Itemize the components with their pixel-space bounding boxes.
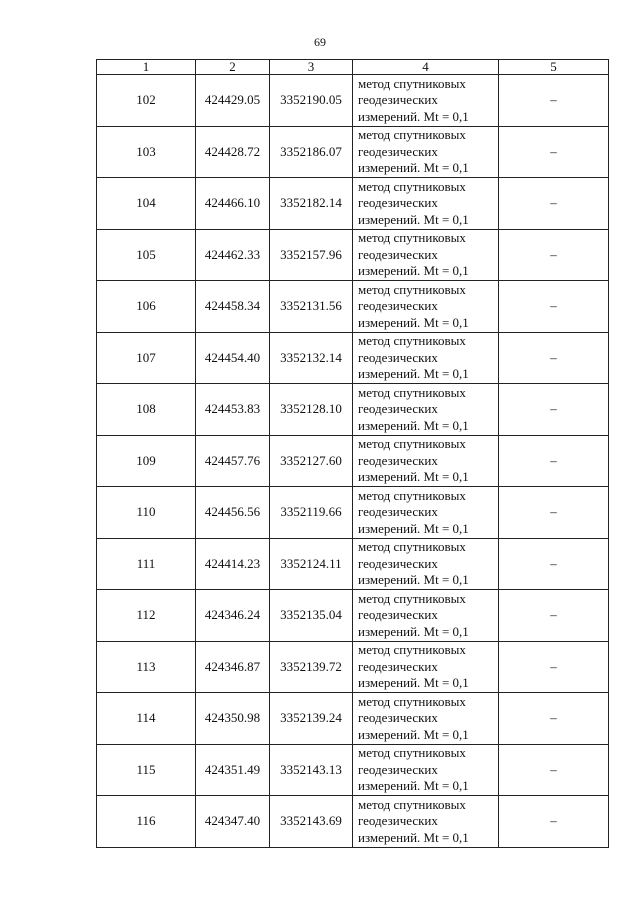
method-cell	[353, 487, 499, 539]
description-cell	[499, 229, 609, 281]
description-value: –	[550, 452, 557, 468]
y-coordinate-cell: 3352119.66	[270, 487, 353, 539]
description-value: –	[550, 143, 557, 159]
method-line: измерений. Mt = 0,1	[358, 211, 469, 227]
table-row	[97, 538, 609, 590]
table-row	[97, 744, 609, 796]
description-value: –	[550, 401, 557, 417]
method-line: геодезических	[358, 298, 438, 313]
point-number-cell: 115	[97, 744, 196, 796]
method-line: метод спутниковых	[358, 539, 466, 554]
method-line: метод спутниковых	[358, 75, 466, 91]
header-col-5: 5	[499, 60, 609, 75]
y-coordinate-cell: 3352128.10	[270, 384, 353, 436]
y-coordinate-cell: 3352139.72	[270, 641, 353, 693]
method-cell	[353, 590, 499, 642]
point-number-cell: 113	[97, 641, 196, 693]
method-line: метод спутниковых	[358, 281, 466, 297]
description-value: –	[550, 555, 557, 571]
method-line: геодезических	[358, 195, 438, 210]
table-row	[97, 229, 609, 281]
description-cell	[499, 590, 609, 642]
description-cell	[499, 538, 609, 590]
table-row	[97, 126, 609, 178]
method-line: измерений. Mt = 0,1	[358, 675, 469, 690]
x-coordinate-cell: 424351.49	[196, 744, 270, 796]
description-cell	[499, 641, 609, 693]
description-value: –	[550, 658, 557, 674]
description-value: –	[550, 710, 557, 726]
method-line: метод спутниковых	[358, 436, 466, 451]
point-number-cell: 105	[97, 229, 196, 281]
method-cell	[353, 178, 499, 230]
x-coordinate-cell: 424347.40	[196, 796, 270, 848]
point-number-cell: 110	[97, 487, 196, 539]
y-coordinate-cell: 3352143.69	[270, 796, 353, 848]
method-line: измерений. Mt = 0,1	[358, 778, 469, 793]
header-col-2: 2	[196, 60, 270, 75]
table-row	[97, 435, 609, 487]
method-line: измерений. Mt = 0,1	[358, 366, 469, 381]
y-coordinate-cell: 3352182.14	[270, 178, 353, 230]
method-line: метод спутниковых	[358, 230, 466, 245]
method-line: геодезических	[358, 813, 438, 828]
point-number-cell: 116	[97, 796, 196, 848]
point-number-cell: 114	[97, 693, 196, 745]
table-body	[97, 75, 609, 848]
method-line: измерений. Mt = 0,1	[358, 263, 469, 278]
y-coordinate-cell: 3352132.14	[270, 332, 353, 384]
point-number-cell: 104	[97, 178, 196, 230]
method-line: измерений. Mt = 0,1	[358, 726, 469, 742]
header-row	[97, 60, 609, 75]
method-line: метод спутниковых	[358, 487, 466, 503]
y-coordinate-cell: 3352157.96	[270, 229, 353, 281]
x-coordinate-cell: 424414.23	[196, 538, 270, 590]
point-number-cell: 111	[97, 538, 196, 590]
method-line: измерений. Mt = 0,1	[358, 417, 469, 433]
description-value: –	[550, 761, 557, 777]
method-cell	[353, 796, 499, 848]
y-coordinate-cell: 3352143.13	[270, 744, 353, 796]
description-cell	[499, 796, 609, 848]
method-line: геодезических	[358, 761, 438, 777]
method-cell	[353, 435, 499, 487]
method-line: измерений. Mt = 0,1	[358, 572, 469, 587]
y-coordinate-cell: 3352190.05	[270, 75, 353, 127]
method-line: геодезических	[358, 143, 438, 159]
method-line: метод спутниковых	[358, 642, 466, 657]
point-number-cell: 112	[97, 590, 196, 642]
method-cell	[353, 744, 499, 796]
description-value: –	[550, 298, 557, 314]
table-row	[97, 641, 609, 693]
y-coordinate-cell: 3352131.56	[270, 281, 353, 333]
method-line: метод спутниковых	[358, 178, 466, 194]
x-coordinate-cell: 424462.33	[196, 229, 270, 281]
x-coordinate-cell: 424456.56	[196, 487, 270, 539]
description-cell	[499, 693, 609, 745]
y-coordinate-cell: 3352135.04	[270, 590, 353, 642]
table-row	[97, 384, 609, 436]
method-line: геодезических	[358, 504, 438, 519]
description-cell	[499, 75, 609, 127]
point-number-cell: 108	[97, 384, 196, 436]
method-line: измерений. Mt = 0,1	[358, 623, 469, 639]
table-header	[97, 60, 609, 75]
description-value: –	[550, 246, 557, 262]
description-value: –	[550, 195, 557, 211]
x-coordinate-cell: 424454.40	[196, 332, 270, 384]
x-coordinate-cell: 424350.98	[196, 693, 270, 745]
y-coordinate-cell: 3352127.60	[270, 435, 353, 487]
method-line: геодезических	[358, 92, 438, 107]
description-cell	[499, 178, 609, 230]
x-coordinate-cell: 424453.83	[196, 384, 270, 436]
description-cell	[499, 126, 609, 178]
method-line: геодезических	[358, 607, 438, 622]
page-number: 69	[314, 35, 326, 49]
description-cell	[499, 435, 609, 487]
y-coordinate-cell: 3352186.07	[270, 126, 353, 178]
method-line: метод спутниковых	[358, 693, 466, 709]
y-coordinate-cell: 3352139.24	[270, 693, 353, 745]
method-line: геодезических	[358, 658, 438, 674]
x-coordinate-cell: 424466.10	[196, 178, 270, 230]
description-value: –	[550, 504, 557, 520]
method-cell	[353, 281, 499, 333]
method-cell	[353, 126, 499, 178]
method-line: измерений. Mt = 0,1	[358, 469, 469, 484]
table-row	[97, 178, 609, 230]
x-coordinate-cell: 424429.05	[196, 75, 270, 127]
method-cell	[353, 229, 499, 281]
point-number-cell: 102	[97, 75, 196, 127]
method-line: метод спутниковых	[358, 333, 466, 348]
coordinates-table	[96, 59, 609, 848]
table-row	[97, 75, 609, 127]
table-row	[97, 281, 609, 333]
description-value: –	[550, 813, 557, 829]
method-cell	[353, 75, 499, 127]
method-line: метод спутниковых	[358, 384, 466, 400]
point-number-cell: 103	[97, 126, 196, 178]
y-coordinate-cell: 3352124.11	[270, 538, 353, 590]
method-cell	[353, 641, 499, 693]
method-line: геодезических	[358, 349, 438, 365]
method-line: геодезических	[358, 555, 438, 571]
point-number-cell: 109	[97, 435, 196, 487]
method-line: измерений. Mt = 0,1	[358, 108, 469, 124]
table-row	[97, 332, 609, 384]
method-line: измерений. Mt = 0,1	[358, 520, 469, 536]
method-line: геодезических	[358, 710, 438, 725]
method-line: геодезических	[358, 401, 438, 416]
table-row	[97, 487, 609, 539]
method-line: геодезических	[358, 452, 438, 468]
point-number-cell: 106	[97, 281, 196, 333]
point-number-cell: 107	[97, 332, 196, 384]
table-row	[97, 590, 609, 642]
description-cell	[499, 487, 609, 539]
description-cell	[499, 744, 609, 796]
x-coordinate-cell: 424346.87	[196, 641, 270, 693]
x-coordinate-cell: 424428.72	[196, 126, 270, 178]
method-line: измерений. Mt = 0,1	[358, 160, 469, 175]
method-line: метод спутниковых	[358, 590, 466, 606]
x-coordinate-cell: 424457.76	[196, 435, 270, 487]
description-value: –	[550, 349, 557, 365]
description-cell	[499, 281, 609, 333]
table-row	[97, 693, 609, 745]
header-col-3: 3	[270, 60, 353, 75]
table-row	[97, 796, 609, 848]
method-line: измерений. Mt = 0,1	[358, 829, 469, 845]
method-cell	[353, 384, 499, 436]
description-cell	[499, 384, 609, 436]
method-cell	[353, 693, 499, 745]
description-cell	[499, 332, 609, 384]
method-line: измерений. Mt = 0,1	[358, 314, 469, 330]
method-cell	[353, 538, 499, 590]
method-line: метод спутниковых	[358, 127, 466, 142]
x-coordinate-cell: 424458.34	[196, 281, 270, 333]
description-value: –	[550, 92, 557, 108]
method-line: геодезических	[358, 246, 438, 262]
header-col-4: 4	[353, 60, 499, 75]
header-col-1: 1	[97, 60, 196, 75]
description-value: –	[550, 607, 557, 623]
method-line: метод спутниковых	[358, 796, 466, 812]
x-coordinate-cell: 424346.24	[196, 590, 270, 642]
method-line: метод спутниковых	[358, 745, 466, 760]
method-cell	[353, 332, 499, 384]
